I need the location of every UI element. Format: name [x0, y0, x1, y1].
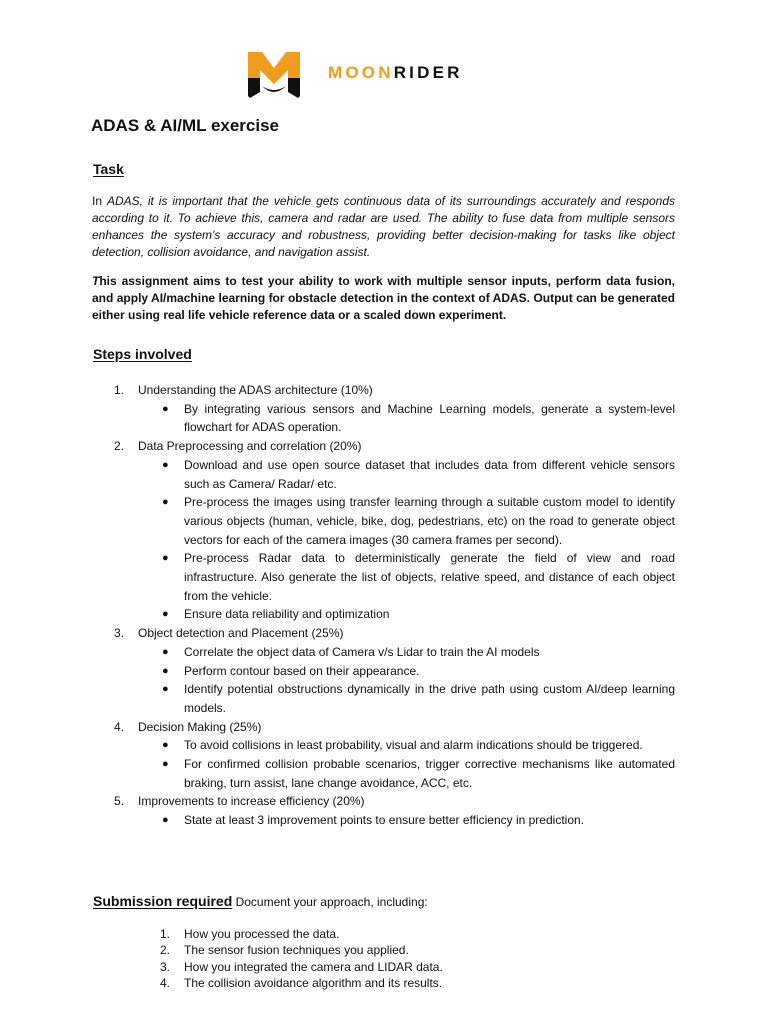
- step-bullet-item: [92, 662, 675, 681]
- step-number: 5.: [114, 794, 125, 809]
- bullet-dot-icon: ●: [162, 758, 169, 771]
- step-bullet-item: [92, 456, 675, 493]
- step-item: [92, 792, 675, 811]
- page-title: ADAS & AI/ML exercise: [91, 116, 280, 135]
- bullet-dot-icon: ●: [162, 608, 169, 621]
- step-bullet-item: [92, 736, 675, 755]
- step-bullet-text: Pre-process Radar data to deterministically generate the field of view and road infrastructure. Also generate the list of objects, relative speed, and distance of each object from the vehicle.: [184, 551, 675, 603]
- step-bullet-text: Correlate the object data of Camera v/s Lidar to train the AI models: [184, 644, 540, 659]
- step-number: 2.: [114, 439, 125, 454]
- step-bullet-item: [92, 493, 675, 549]
- submission-item-number: 3.: [160, 959, 171, 974]
- submission-item-text: How you integrated the camera and LIDAR data.: [184, 959, 443, 974]
- task-paragraph-2-body: his assignment aims to test your ability to work with multiple sensor inputs, perform data fusion, and apply AI/machine learning for obstacle detection in the context of ADAS. Output can be generated either using real life vehicle reference data or a scaled down experiment.: [92, 274, 675, 322]
- step-bullet-text: For confirmed collision probable scenarios, trigger corrective mechanisms like automated braking, turn assist, lane change avoidance, ACC, etc.: [184, 757, 675, 790]
- step-bullet-item: [92, 549, 675, 605]
- submission-item-number: 4.: [160, 975, 171, 990]
- step-bullet-list: [92, 811, 675, 830]
- step-label: Object detection and Placement (25%): [138, 626, 344, 641]
- step-bullet-text: Ensure data reliability and optimization: [184, 607, 390, 622]
- step-bullet-text: State at least 3 improvement points to ensure better efficiency in prediction.: [184, 813, 584, 828]
- submission-item: [92, 942, 443, 958]
- step-bullet-list: [92, 400, 675, 437]
- steps-list: [92, 381, 675, 830]
- step-bullet-list: [92, 736, 675, 792]
- task-paragraph-1-lead: In: [92, 194, 107, 208]
- submission-item-number: 1.: [160, 927, 171, 941]
- submission-list: [92, 926, 443, 991]
- task-heading: Task: [93, 161, 124, 177]
- submission-intro: Document your approach, including:: [232, 895, 428, 909]
- step-bullet-text: Download and use open source dataset that includes data from different vehicle sensors such as Camera/ Radar/ etc.: [184, 457, 675, 491]
- bullet-dot-icon: ●: [162, 458, 169, 471]
- task-paragraph-1: [92, 193, 675, 261]
- step-bullet-item: [92, 811, 675, 830]
- submission-item: [92, 975, 443, 991]
- step-number: 4.: [114, 719, 125, 734]
- step-label: Data Preprocessing and correlation (20%): [138, 439, 362, 454]
- step-bullet-text: By integrating various sensors and Machine Learning models, generate a system-level flowchart for ADAS operation.: [184, 401, 675, 435]
- step-bullet-item: [92, 643, 675, 662]
- submission-line: [93, 893, 428, 909]
- step-bullet-list: [92, 643, 675, 718]
- step-number: 1.: [114, 383, 125, 397]
- step-bullet-list: [92, 456, 675, 624]
- bullet-dot-icon: ●: [162, 552, 169, 565]
- submission-heading: Submission required: [93, 893, 233, 909]
- task-paragraph-2: [92, 273, 675, 324]
- task-paragraph-1-body: ADAS, it is important that the vehicle gets continuous data of its surroundings accurately and responds according to it. To achieve this, camera and radar are used. The ability to fuse data from multiple sensors enhances the system's accuracy and robustness, providing better decision-making for tasks like object detection, collision avoidance, and navigation assist.: [92, 194, 675, 259]
- step-item: [92, 381, 675, 400]
- brand-name-part2: RIDER: [393, 63, 463, 82]
- brand-name-part1: MOON: [328, 63, 394, 82]
- bullet-dot-icon: ●: [162, 664, 169, 677]
- bullet-dot-icon: ●: [162, 645, 169, 658]
- step-item: [92, 437, 675, 456]
- step-label: Improvements to increase efficiency (20%): [138, 794, 365, 809]
- bullet-dot-icon: ●: [162, 683, 169, 696]
- bullet-dot-icon: ●: [162, 739, 169, 752]
- step-bullet-text: To avoid collisions in least probability, visual and alarm indications should be triggered.: [184, 738, 643, 753]
- step-bullet-text: Pre-process the images using transfer learning through a suitable custom model to identify various objects (human, vehicle, bike, dog, pedestrians, etc) on the road to generate object vectors for each of the camera images (30 camera frames per second).: [184, 495, 675, 547]
- bullet-dot-icon: ●: [162, 402, 169, 415]
- submission-item-text: The sensor fusion techniques you applied.: [184, 943, 409, 958]
- step-bullet-item: [92, 680, 675, 717]
- step-label: Understanding the ADAS architecture (10%): [138, 383, 373, 397]
- step-item: [92, 624, 675, 643]
- step-item: [92, 718, 675, 737]
- submission-item-text: The collision avoidance algorithm and its results.: [184, 975, 443, 990]
- submission-item: [92, 926, 443, 942]
- step-bullet-text: Identify potential obstructions dynamically in the drive path using custom AI/deep learning models.: [184, 682, 675, 715]
- task-paragraph-2-lead: T: [92, 274, 100, 288]
- step-number: 3.: [114, 626, 125, 641]
- brand-name: [328, 63, 463, 83]
- submission-item-number: 2.: [160, 943, 171, 958]
- submission-item: [92, 959, 443, 975]
- step-label: Decision Making (25%): [138, 719, 262, 734]
- bullet-dot-icon: ●: [162, 496, 169, 509]
- moonrider-logo-icon: [248, 48, 300, 98]
- bullet-dot-icon: ●: [162, 814, 169, 827]
- steps-heading: Steps involved: [93, 346, 192, 362]
- submission-item-text: How you processed the data.: [184, 927, 340, 941]
- step-bullet-item: [92, 755, 675, 792]
- step-bullet-item: [92, 605, 675, 624]
- step-bullet-text: Perform contour based on their appearance.: [184, 663, 420, 678]
- step-bullet-item: [92, 400, 675, 437]
